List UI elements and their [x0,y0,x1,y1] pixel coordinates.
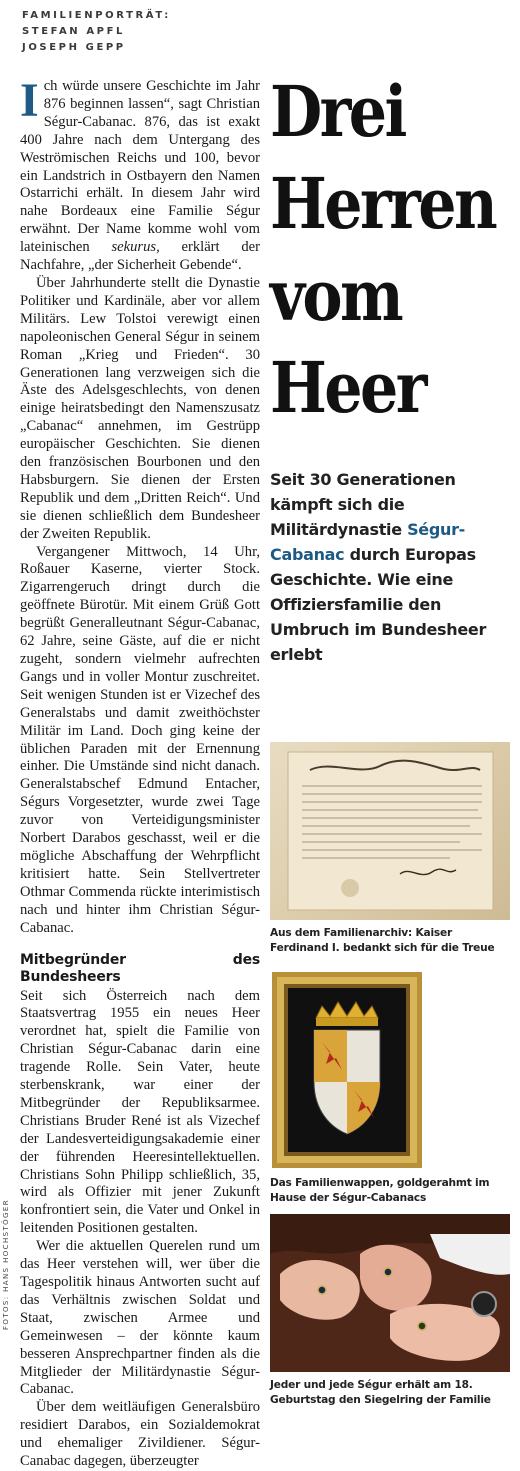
caption-signet-rings: Jeder und jede Ségur erhält am 18. Geburtstag den Siegelring der Familie [270,1379,491,1406]
credit-line-author-2: JOSEPH GEPP [22,42,126,53]
lede-highlight: Ségur-Cabanac [270,520,466,564]
article-paragraph-2: Über Jahrhunderte stellt die Dynastie Politiker und Kardinäle, aber vor allem Militärs. Lew Tolstoi verewigt einen napoleonischen General Ségur in seinem Roman „Krieg und Frieden“. 30 Generationen lang verzweigen sich die Äste des Adelsgeschlechts, von denen einige heiratsbedingt den Namenszusatz „Cabanac“ annehmen, im Gestrüpp europäischer Geschichten. Sie dienen den französischen Bourbonen und den Habsburgern. Sie dienen der Ersten Republik und dem „Dritten Reich“. Und sie dienen schließlich dem Bundesheer der Zweiten Republik. [20,274,260,542]
drop-cap: I [20,74,39,127]
article-subhead: Mitbegründer des Bundesheers [20,951,260,985]
headline-line-1: Drei [270,70,405,153]
lede-part-1: Seit 30 Generationen kämpft sich die Militärdynastie [270,470,456,539]
credit-line-author-1: STEFAN APFL [22,26,125,37]
coat-of-arms-photo [272,972,422,1168]
article-paragraph-3: Vergangener Mittwoch, 14 Uhr, Roßauer Kaserne, vierter Stock. Zigarrengeruch dringt durch die geöffnete Bürotür. Mit einem Grüß Gott begrüßt Generalleutnant Ségur-Cabanac, 62 Jahre, seine Gäste, auf die er nicht zugeht, sondern vielmehr aufrechten Gangs und in voller Montur zuschreitet. Seit wenigen Stunden ist er Vizechef des Generalstabs und damit zweithöchster Militär im Land. Doch ging keine der üblichen Paraden mit der Ernennung einher. Die Umstände sind nicht danach. Generalstabschef Edmund Entacher, Ségurs Vorgesetzter, wurde zwei Tage zuvor von Verteidigungsminister Norbert Darabos geschasst, weil er die mögliche Abschaffung der Wehrpflicht kritisiert hatte. Sein Stellvertreter Othmar Commenda rückte interimistisch nach und hinter ihm Christian Ségur-Cabanac. [20,543,260,936]
headline [270,66,515,434]
lede [270,467,510,667]
article-paragraph-1 [20,74,260,275]
article-body [20,74,260,1471]
article-paragraph-6: Über dem weitläufigen Generalsbüro residiert Darabos, ein Sozialdemokrat und ehemaliger Zivildiener. Ségur-Canabac dagegen, überzeugter [20,1399,260,1470]
paragraph-1-end: erklärt der Nachfahre, „der Sicherheit Gebende“. [20,239,260,274]
photo-credit: FOTOS: HANS HOCHSTÖGER [2,1199,10,1330]
headline-line-3: vom [270,254,402,337]
signet-rings-illustration [270,1214,510,1372]
archive-document-photo [270,742,510,920]
article-paragraph-4: Seit sich Österreich nach dem Staatsvertrag 1955 ein neues Heer verordnet hat, spielt die Familie von Christian Ségur-Cabanac darin eine tragende Rolle. Sein Vater, heute sterbenskrank, war einer der Mitbegründer der Republiksarmee. Christians Bruder René ist als Vizechef der Landesverteidigungsakademie einer der führenden Heeresintellektuellen. Christians Sohn Philipp schließlich, 35, wird als Offizier mit jener Zukunft konfrontiert sein, die Vater und Onkel in leitenden Positionen gestalten. [20,987,260,1237]
credit-line-section: FAMILIENPORTRÄT: [22,10,171,21]
lede-part-2: durch Europas Geschichte. Wie eine Offiziersfamilie den Umbruch im Bundesheer erlebt [270,545,487,664]
caption-archive: Aus dem Familienarchiv: Kaiser Ferdinand I. bedankt sich für die Treue [270,927,495,954]
archive-document-illustration [270,742,510,920]
headline-line-2: Herren [270,162,496,245]
article-paragraph-5: Wer die aktuellen Querelen rund um das Heer verstehen will, wer über die Tagespolitik hinaus Antworten sucht auf das Verhältnis zwischen Soldat und Staat, zwischen Armee und Gemeinwesen – der könnte kaum besseren Ansprechpartner finden als die Mitglieder der Militärdynastie Ségur-Cabanac. [20,1238,260,1398]
signet-rings-photo [270,1214,510,1372]
paragraph-1-italic: sekurus, [111,239,160,256]
coat-of-arms-illustration [272,972,422,1168]
author-credits [22,8,171,56]
caption-coat-of-arms: Das Familienwappen, goldgerahmt im Hause der Ségur-Cabanacs [270,1177,490,1204]
headline-line-4: Heer [270,346,425,429]
paragraph-1-text: ch würde unsere Geschichte im Jahr 876 beginnen lassen“, sagt Christian Ségur-Cabanac. 876, das ist exakt 400 Jahre nach dem Untergang des Weströmischen Reichs und 100, bevor ein Landstrich in Ostbayern den Namen Ostarrichi erhält. In diesem Jahr wird nahe Bordeaux eine Familie Ségur erwähnt. Der Name komme wohl vom lateinischen [20,78,260,256]
